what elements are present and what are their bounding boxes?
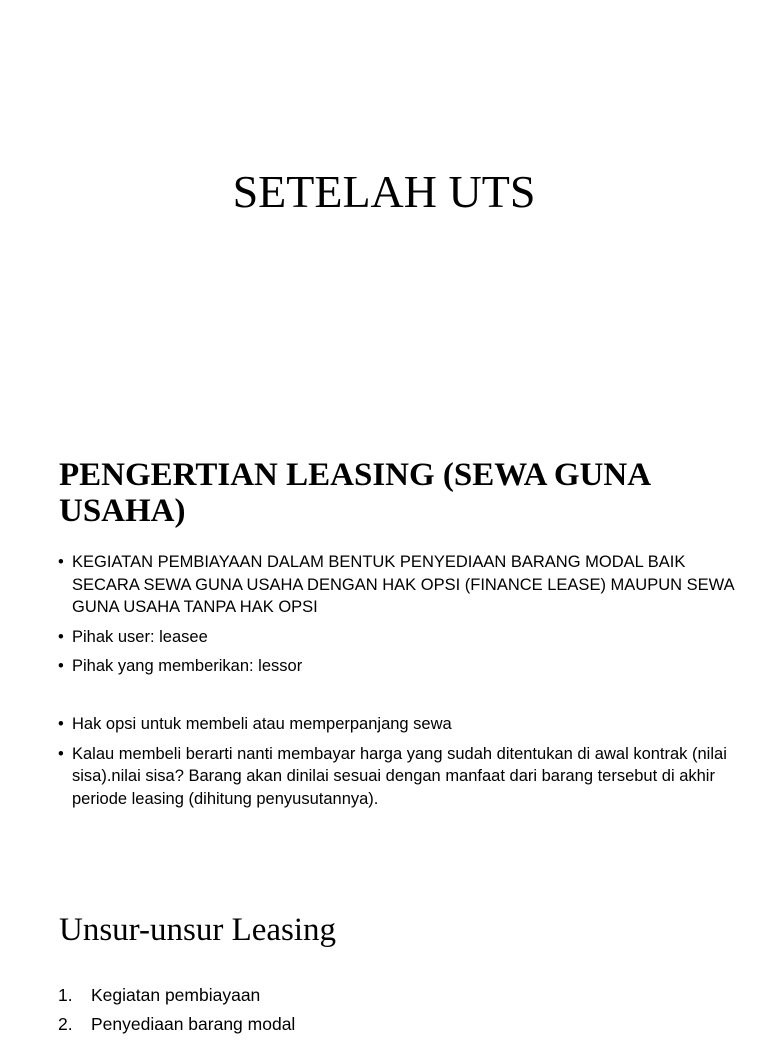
list-item: [58, 655, 748, 678]
list-number: 2.: [58, 1014, 73, 1034]
bullet-icon: •: [58, 657, 64, 675]
list-item: [58, 551, 748, 619]
list-item-text: Kalau membeli berarti nanti membayar harga yang sudah ditentukan di awal kontrak (nilai sisa).nilai sisa? Barang akan dinilai sesuai dengan manfaat dari barang tersebut di akhir periode leasing (dihitung penyusutannya).: [72, 744, 727, 808]
leasing-elements-heading: Unsur-unsur Leasing: [59, 912, 337, 948]
list-number: 1.: [58, 985, 73, 1005]
bullet-icon: •: [58, 553, 64, 571]
leasing-definition-list: [58, 551, 748, 685]
bullet-icon: •: [58, 744, 64, 763]
list-item-text: KEGIATAN PEMBIAYAAN DALAM BENTUK PENYEDIAAN BARANG MODAL BAIK SECARA SEWA GUNA USAHA DENGAN HAK OPSI (FINANCE LEASE) MAUPUN SEWA GUNA USAHA TANPA HAK OPSI: [72, 553, 734, 616]
list-item: [58, 1012, 748, 1036]
list-item: [58, 626, 748, 649]
list-item: [58, 713, 748, 736]
bullet-icon: •: [58, 627, 64, 646]
list-item-text: Kegiatan pembiayaan: [91, 985, 261, 1005]
leasing-elements-list: [58, 983, 748, 1041]
bullet-icon: •: [58, 715, 64, 733]
list-item: [58, 983, 748, 1007]
slide-title: SETELAH UTS: [232, 166, 536, 217]
leasing-definition-heading: PENGERTIAN LEASING (SEWA GUNA USAHA): [59, 457, 650, 529]
option-rights-list: [58, 713, 748, 817]
list-item-text: Penyediaan barang modal: [91, 1014, 296, 1034]
list-item-text: Pihak user: leasee: [72, 627, 208, 646]
list-item-text: Pihak yang memberikan: lessor: [72, 657, 303, 675]
list-item: [58, 743, 748, 811]
list-item-text: Hak opsi untuk membeli atau memperpanjang sewa: [72, 715, 452, 733]
